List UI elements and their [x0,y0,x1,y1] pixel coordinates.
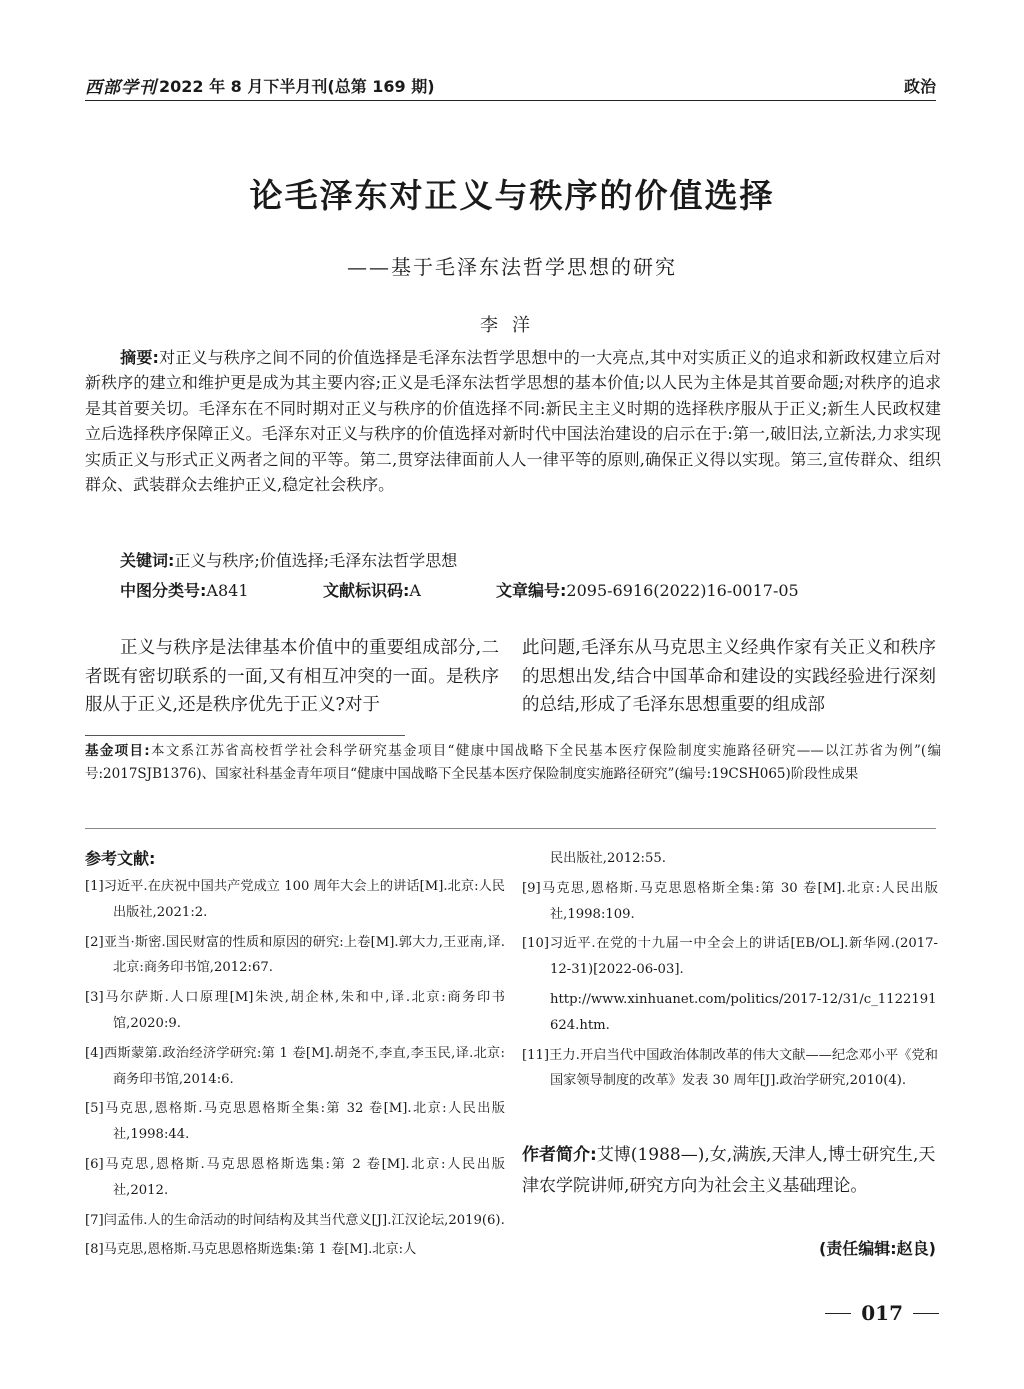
responsible-editor: (责任编辑:赵良) [818,1239,936,1258]
keywords-text: 正义与秩序;价值选择;毛泽东法哲学思想 [174,551,458,570]
references-left-column [85,874,505,1267]
reference-item: [2]亚当·斯密.国民财富的性质和原因的研究:上卷[M].郭大力,王亚南,译.北京:商务印书馆,2012:67. [85,934,505,976]
clc-value: A841 [206,581,249,600]
reference-continuation: 民出版社,2012:55. [550,851,666,866]
references-right-column [522,846,938,1098]
fund-label: 基金项目: [85,743,150,759]
article-number-value: 2095-6916(2022)16-0017-05 [566,581,799,600]
article-subtitle: ——基于毛泽东法哲学思想的研究 [347,255,677,279]
reference-item: [5]马克思,恩格斯.马克思恩格斯全集:第 32 卷[M].北京:人民出版社,1998:44. [85,1101,505,1143]
doc-code-value: A [409,581,421,600]
reference-item: [9]马克思,恩格斯.马克思恩格斯全集:第 30 卷[M].北京:人民出版社,1998:109. [522,880,938,922]
header-rule [85,100,936,101]
reference-item: [7]闫孟伟.人的生命活动的时间结构及其当代意义[J].江汉论坛,2019(6). [85,1212,505,1228]
abstract-text: 对正义与秩序之间不同的价值选择是毛泽东法哲学思想中的一大亮点,其中对实质正义的追求和新政权建立后对新秩序的建立和维护更是成为其主要内容;正义是毛泽东法哲学思想的基本价值;以人民为主体是其首要命题;对秩序的追求是其首要关切。毛泽东在不同时期对正义与秩序的价值选择不同:新民主主义时期的选择秩序服从于正义;新生人民政权建立后选择秩序保障正义。毛泽东对正义与秩序的价值选择对新时代中国法治建设的启示在于:第一,破旧法,立新法,力求实现实质正义与形式正义两者之间的平等。第二,贯穿法律面前人人一律平等的原则,确保正义得以实现。第三,宣传群众、组织群众、武装群众去维护正义,稳定社会秩序。 [85,348,941,495]
footnote-rule [85,735,405,736]
reference-url: http://www.xinhuanet.com/politics/2017-12/31/c_1122191624.htm. [550,991,937,1033]
bio-text: 艾博(1988—),女,满族,天津人,博士研究生,天津农学院讲师,研究方向为社会主义基础理论。 [522,1145,936,1196]
reference-item: [10]习近平.在党的十九届一中全会上的讲话[EB/OL].新华网.(2017-12-31)[2022-06-03]. [522,936,938,978]
article-number-label: 文章编号: [496,581,567,600]
reference-item: [8]马克思,恩格斯.马克思恩格斯选集:第 1 卷[M].北京:人 [85,1242,417,1258]
reference-item: [1]习近平.在庆祝中国共产党成立 100 周年大会上的讲话[M].北京:人民出版社,2021:2. [85,879,505,920]
issue-info: 2022 年 8 月下半月刊(总第 169 期) [159,76,435,96]
doc-code-item [323,578,496,601]
reference-item: [6]马克思,恩格斯.马克思恩格斯选集:第 2 卷[M].北京:人民出版社,2012. [85,1156,505,1198]
classification-info [120,578,799,601]
section-label: 政治 [903,76,936,96]
fund-text: 本文系江苏省高校哲学社会科学研究基金项目“健康中国战略下全民基本医疗保险制度实施路径研究——以江苏省为例”(编号:2017SJB1376)、国家社科基金青年项目“健康中国战略下全民基本医疗保险制度实施路径研究”(编号:19CSH065)阶段性成果 [85,743,941,782]
abstract [85,345,941,497]
article-number-item [496,578,799,601]
page-dash-right [913,1313,939,1314]
running-header [85,72,936,98]
page-number-text: 017 [861,1301,903,1325]
author-name: 李洋 [480,315,544,336]
reference-item: [11]王力.开启当代中国政治体制改革的伟大文献——纪念邓小平《党和国家领导制度的改革》发表 30 周年[J].政治学研究,2010(4). [522,1047,938,1089]
body-text-left: 正义与秩序是法律基本价值中的重要组成部分,二者既有密切联系的一面,又有相互冲突的一面。是秩序服从于正义,还是秩序优先于正义?对于 [85,638,499,715]
page-number [825,1301,939,1325]
doc-code-label: 文献标识码: [323,581,410,600]
body-text-right: 此问题,毛泽东从马克思主义经典作家有关正义和秩序的思想出发,结合中国革命和建设的实践经验进行深刻的总结,形成了毛泽东思想重要的组成部 [522,638,936,715]
abstract-label: 摘要: [120,348,159,367]
clc-label: 中图分类号: [120,581,207,600]
page-dash-left [825,1313,851,1314]
reference-item: [4]西斯蒙第.政治经济学研究:第 1 卷[M].胡尧不,李直,李玉民,译.北京:商务印书馆,2014:6. [85,1045,505,1087]
keywords-label: 关键词: [120,551,175,570]
bio-label: 作者简介: [522,1145,597,1165]
references-rule [85,828,936,829]
author-bio [522,1140,942,1202]
keywords [120,548,457,571]
references-title: 参考文献: [85,849,156,868]
reference-item: [3]马尔萨斯.人口原理[M]朱泱,胡企林,朱和中,译.北京:商务印书馆,2020:9. [85,990,505,1031]
journal-logo: 西部学刊 [85,77,157,98]
fund-note [85,740,941,785]
clc-item [120,578,323,601]
header-left [85,73,435,98]
article-title: 论毛泽东对正义与秩序的价值选择 [249,176,775,215]
